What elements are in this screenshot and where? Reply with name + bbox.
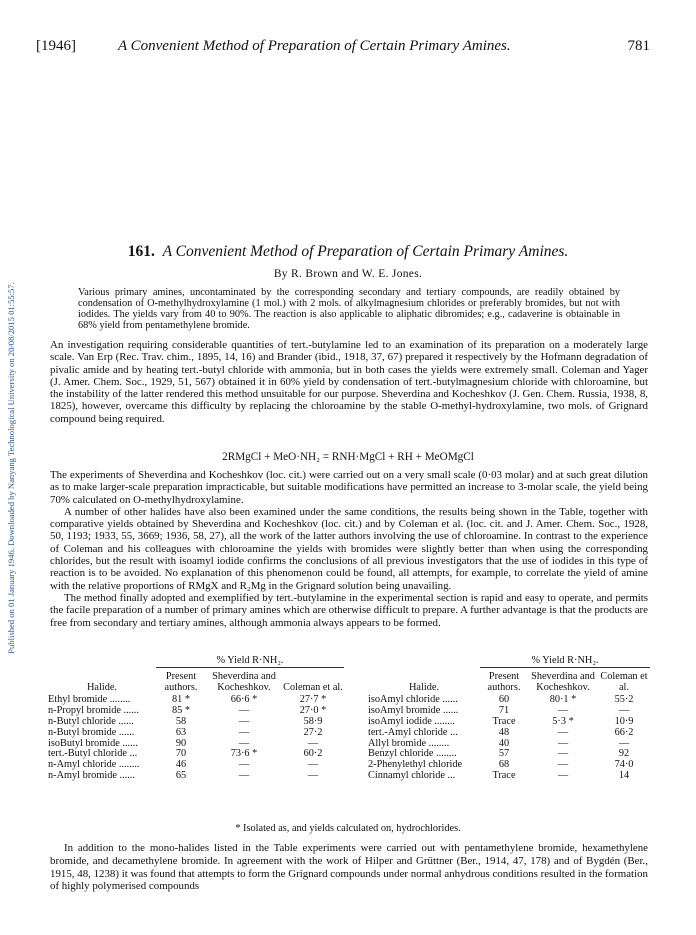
coleman-cell: 58·9 [303, 715, 323, 727]
sheverdina-cell: — [238, 769, 250, 781]
sheverdina-cell: — [238, 705, 250, 717]
col-present: Present authors. [487, 670, 521, 693]
abstract: Various primary amines, uncontaminated by the corresponding secondary and tertiary compounds, are readily obtained by condensation of O-methylhydroxylamine (1 mol.) with 2 mols. of alkylmagnesium chlorides or preferably bromides, but not with iodides. The yields vary from 40 to 90%. The reaction is also applicable to aliphatic dibromides; e.g., cadaverine is obtainable in 68% yield from pentamethylene bromide. [78, 287, 620, 331]
halide-cell: Ethyl bromide ........ [48, 694, 131, 706]
sheverdina-cell: 66·6 * [230, 694, 258, 706]
running-header [36, 38, 650, 60]
present-cell: Trace [492, 715, 516, 727]
sheverdina-cell: — [557, 726, 569, 738]
watermark-text: Published on 01 January 1946. Downloaded by Nanyang Technological University on 20/08/2015 01:55:57. [6, 282, 16, 654]
halide-cell: n-Butyl chloride ...... [48, 715, 134, 727]
halide-cell: n-Amyl bromide ...... [48, 769, 135, 781]
coleman-cell: 27·7 * [299, 694, 327, 706]
paragraph: The experiments of Sheverdina and Kocheshkov (loc. cit.) were carried out on a very small scale (0·03 molar) and at such great dilution as to make larger-scale preparation impracticable, but suitable modifications have permitted an increase to 3-molar scale, the yield being 70% calculated on O-methylhydroxylamine. [50, 469, 648, 506]
halide-cell: n-Amyl chloride ........ [48, 759, 140, 771]
present-cell: 40 [498, 737, 510, 749]
sheverdina-cell: — [557, 748, 569, 760]
halide-cell: Benzyl chloride ........ [368, 748, 457, 760]
sheverdina-cell: — [238, 715, 250, 727]
yield-table-left [48, 656, 344, 782]
halide-cell: Cinnamyl chloride ... [368, 769, 456, 781]
coleman-cell: — [307, 759, 319, 771]
paragraph: A number of other halides have also been examined under the same conditions, the results being shown in the Table, together with comparative yields obtained by Sheverdina and Kocheshkov (loc. cit.) and by Coleman et al. (loc. cit. and J. Amer. Chem. Soc., 1928, 50, 1193; 1933, 55, 3669; 1936, 58, 27), all the work of the latter authors involving the use of chloroamine. In contrast to the experience of Coleman and his colleagues with chloroamine the yields with bromides were slightly better than when using the corresponding chlorides, but the result with isoamyl iodide confirms the conclusions of all previous investigators that the use of iodides in this type of reaction is to be avoided. No explanation of this phenomenon could be found, all attempts, for example, to correlate the yield of amine with the relative proportions of RMgX and R₂Mg in the Grignard solution being unavailing. [50, 505, 648, 592]
present-cell: 90 [175, 737, 187, 749]
yield-table-right [368, 656, 650, 782]
col-sheverdina: Sheverdina and Kocheshkov. [531, 670, 595, 693]
sheverdina-cell: 5·3 * [552, 715, 574, 727]
halide-cell: tert.-Amyl chloride ... [368, 726, 458, 738]
coleman-cell: 74·0 [614, 759, 634, 771]
sheverdina-cell: 73·6 * [230, 748, 258, 760]
coleman-cell: 14 [618, 769, 630, 781]
halide-cell: n-Butyl bromide ...... [48, 726, 135, 738]
body-text [50, 469, 648, 629]
col-coleman: Coleman et al. [283, 681, 343, 693]
sheverdina-cell: — [557, 705, 569, 717]
article-title-text: A Convenient Method of Preparation of Certain Primary Amines. [162, 243, 569, 260]
paragraph: The method finally adopted and exemplified by tert.-butylamine in the experimental section is rapid and easy to operate, and permits the facile preparation of a number of primary amines which are otherwise difficult to prepare. A further advantage is that the products are free from secondary and tertiary amines, although ammonia always appears to be formed. [50, 591, 648, 629]
coleman-cell: 66·2 [614, 726, 634, 738]
present-cell: Trace [492, 769, 516, 781]
present-cell: 85 * [171, 705, 191, 717]
present-cell: 63 [175, 726, 187, 738]
coleman-cell: 55·2 [614, 694, 634, 706]
table-row [48, 728, 344, 739]
paragraph: An investigation requiring considerable quantities of tert.-butylamine led to an examination of its preparation on a moderately large scale. Van Erp (Rec. Trav. chim., 1895, 14, 16) and Brander (ibid., 1918, 37, 67) prepared it respectively by the Hofmann degradation of pivalic amide and by heating tert.-butyl chloride with ammonia, but in both cases the yields were extremely small. Coleman and Yager (J. Amer. Chem. Soc., 1929, 51, 567) obtained it in 60% yield by condensation of tert.-butylmagnesium chloride with chloroamine, but the instability of the latter rendered this method unsuitable for our purpose. Sheverdina and Kocheshkov (J. Gen. Chem. Russia, 1938, 8, 1825), however, overcame this difficulty by replacing the chloroamine by the stable O-methyl-hydroxylamine, two mols. of Grignard compound being required. [50, 339, 648, 425]
sheverdina-cell: — [238, 726, 250, 738]
coleman-cell: 60·2 [303, 748, 323, 760]
col-halide: Halide. [86, 681, 118, 693]
coleman-cell: — [618, 705, 630, 717]
sheverdina-cell: — [557, 769, 569, 781]
reaction-equation: 2RMgCl + MeO·NH₂ = RNH·MgCl + RH + MeOMgCl [222, 451, 474, 463]
halide-cell: n-Propyl bromide ...... [48, 705, 139, 717]
col-halide: Halide. [408, 681, 440, 693]
yield-header: % Yield R·NH₂. [216, 655, 284, 666]
present-cell: 57 [498, 748, 510, 760]
closing-paragraph [50, 842, 648, 893]
present-cell: 46 [175, 759, 187, 771]
present-cell: 81 * [171, 694, 191, 706]
coleman-cell: 27·2 [303, 726, 323, 738]
halide-cell: isoAmyl iodide ........ [368, 715, 455, 727]
halide-cell: isoAmyl chloride ...... [368, 694, 458, 706]
present-cell: 48 [498, 726, 510, 738]
article-number: 161. [127, 243, 155, 260]
present-cell: 70 [175, 748, 187, 760]
yield-header: % Yield R·NH₂. [531, 655, 599, 666]
halide-cell: isoAmyl bromide ...... [368, 705, 459, 717]
coleman-cell: — [618, 737, 630, 749]
coleman-cell: 10·9 [614, 715, 634, 727]
coleman-cell: — [307, 737, 319, 749]
present-cell: 58 [175, 715, 187, 727]
sheverdina-cell: — [238, 737, 250, 749]
col-coleman: Coleman et al. [600, 670, 648, 693]
coleman-cell: 27·0 * [299, 705, 327, 717]
sheverdina-cell: — [557, 737, 569, 749]
header-title: A Convenient Method of Preparation of Certain Primary Amines. [118, 38, 511, 54]
download-watermark [0, 0, 22, 935]
page-number: 781 [627, 38, 650, 54]
halide-cell: 2-Phenylethyl chloride [368, 759, 463, 771]
table-row [368, 771, 650, 782]
present-cell: 68 [498, 759, 510, 771]
intro-paragraph [50, 339, 648, 425]
col-present: Present authors. [164, 670, 198, 693]
sheverdina-cell: — [557, 759, 569, 771]
table-row [48, 771, 344, 782]
coleman-cell: — [307, 769, 319, 781]
present-cell: 71 [498, 705, 510, 717]
halide-cell: Allyl bromide ........ [368, 737, 450, 749]
paragraph: In addition to the mono-halides listed in the Table experiments were carried out with pentamethylene bromide, hexamethylene bromide, and decamethylene bromide. In agreement with the work of Hilper and Grüttner (Ber., 1914, 47, 178) and of Bygdén (Ber., 1915, 48, 1238) it was found that attempts to form the Grignard compounds under normal anhydrous conditions resulted in the formation of highly polymerised compounds [50, 842, 648, 893]
sheverdina-cell: — [238, 759, 250, 771]
halide-cell: tert.-Butyl chloride ... [48, 748, 138, 760]
present-cell: 65 [175, 769, 187, 781]
halide-cell: isoButyl bromide ...... [48, 737, 138, 749]
col-sheverdina: Sheverdina and Kocheshkov. [212, 670, 276, 693]
table-row [368, 728, 650, 739]
coleman-cell: 92 [618, 748, 630, 760]
article-title [0, 243, 696, 261]
byline: By R. Brown and W. E. Jones. [273, 268, 423, 280]
sheverdina-cell: 80·1 * [549, 694, 577, 706]
header-year: [1946] [36, 38, 76, 54]
present-cell: 60 [498, 694, 510, 706]
table-footnote: * Isolated as, and yields calculated on, hydrochlorides. [235, 823, 461, 834]
